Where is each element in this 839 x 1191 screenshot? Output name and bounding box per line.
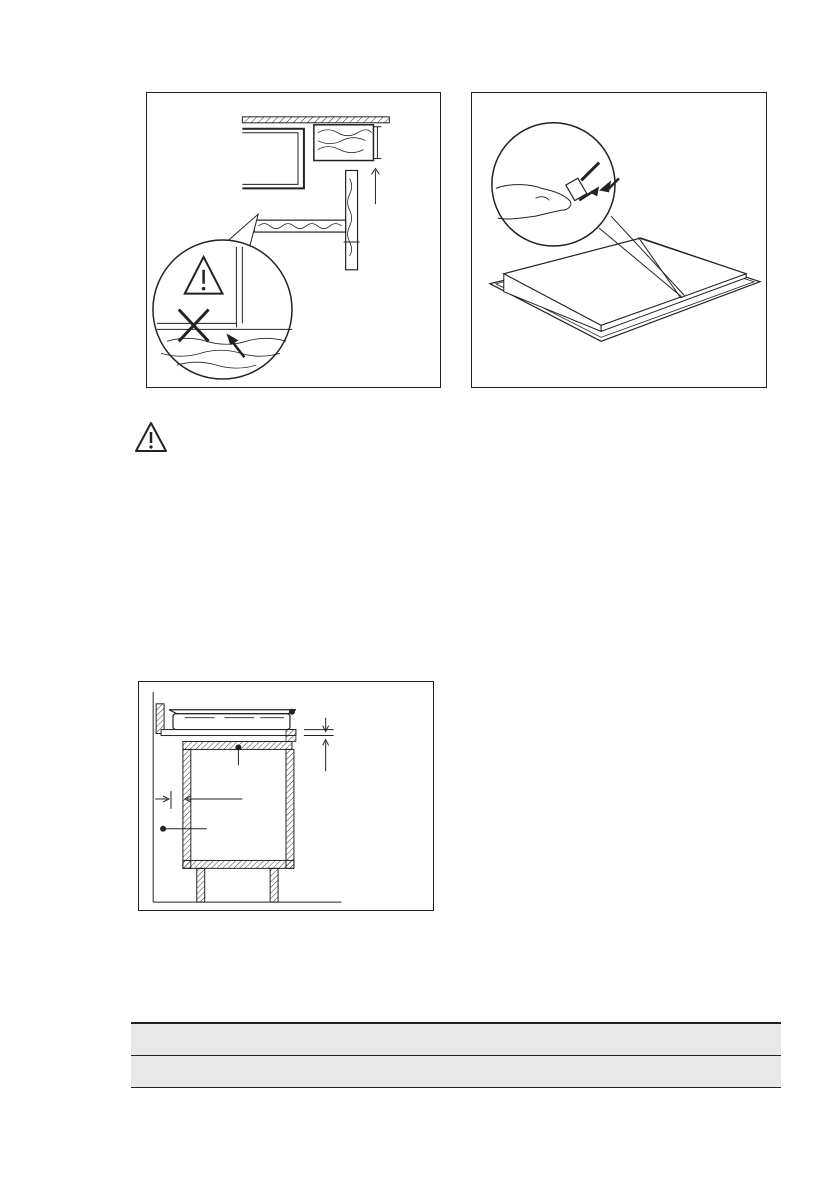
table-row <box>131 1056 781 1088</box>
cabinet-section-drawing <box>139 682 433 910</box>
spec-table <box>131 1022 781 1088</box>
worktop-section-drawing <box>147 93 440 387</box>
figure-sealing-strip <box>471 92 767 388</box>
warning-triangle-icon <box>133 420 169 454</box>
table-cell-label <box>131 1056 456 1088</box>
table-cell-label <box>131 1023 456 1056</box>
figure-cabinet-section <box>138 681 434 911</box>
table-cell-value <box>456 1056 781 1088</box>
table-row <box>131 1023 781 1056</box>
hob-plate <box>242 117 389 123</box>
figure-worktop-section <box>146 92 441 388</box>
table-cell-value <box>456 1023 781 1056</box>
sealing-strip-drawing <box>472 93 766 387</box>
